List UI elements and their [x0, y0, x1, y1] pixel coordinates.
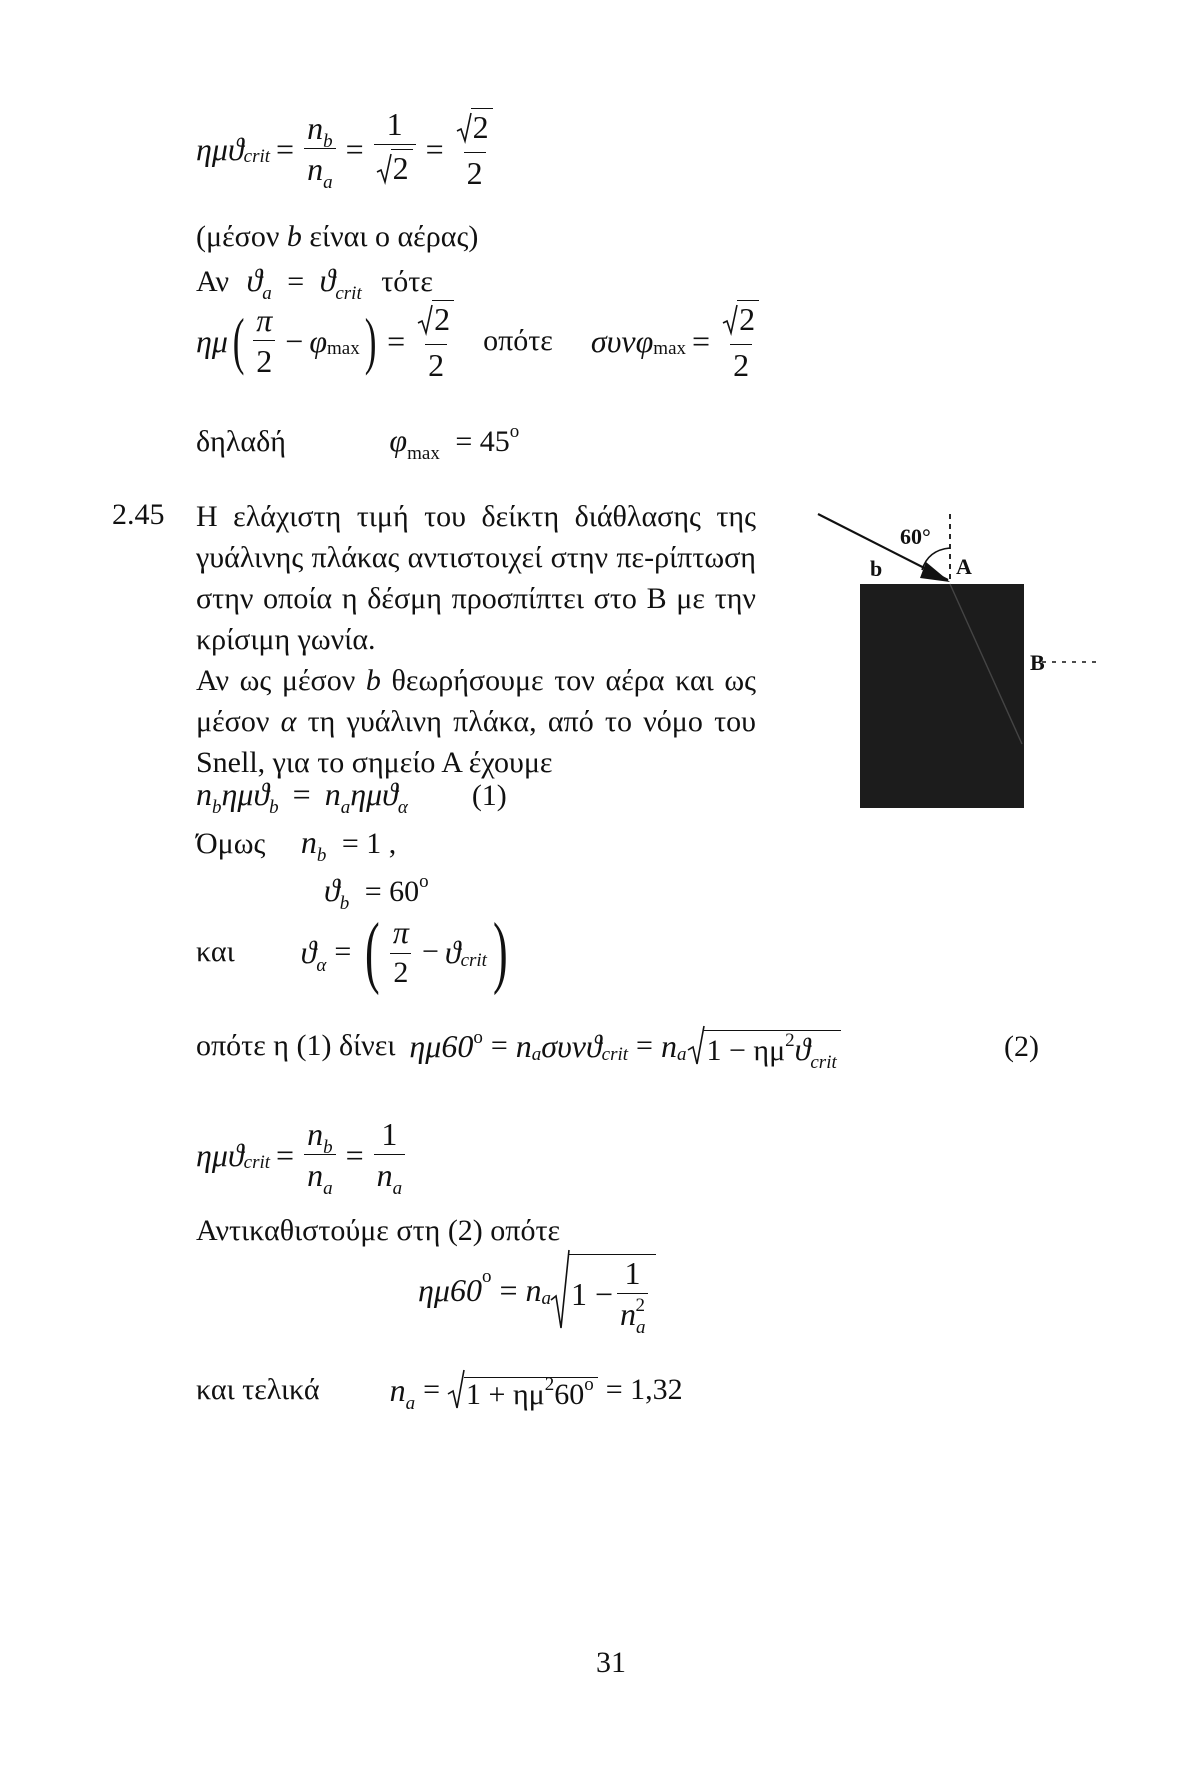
ray-label-b: b — [870, 556, 883, 581]
condition-line: Αν $ϑ_a = ϑ_{crit}$ τότε — [196, 262, 433, 304]
phi-max-equation: ημ ( $\frac{\pi}{2}$ − φ max ) = $\frac{2}{2}$ οπότε συνφ max = $\frac{2}{2}$ — [196, 300, 766, 381]
eq-sub: crit — [243, 146, 271, 167]
problem-number: 2.45 — [112, 498, 165, 531]
fraction-sqrt2-over-2: $\frac{2}{2}$ — [454, 108, 496, 189]
theta-b-line: $ϑ_b = 60^o$ — [324, 871, 429, 914]
critical-angle-equation: ημϑ crit = $\frac{n_b}{n_a}$ = $\frac{1}{2}$ = $\frac{2}{2}$ — [196, 108, 500, 189]
eq-lhs: ημϑ — [196, 130, 244, 167]
glass-plate — [860, 584, 1024, 808]
page-number: 31 — [596, 1646, 626, 1679]
angle-label: 60° — [900, 524, 931, 549]
equation-tag-2: (2) — [1004, 1030, 1039, 1063]
equals-sign: = — [276, 130, 295, 167]
point-a-label: A — [956, 554, 972, 579]
problem-paragraph-1: Η ελάχιστη τιμή του δείκτη διάθλασης της γυάλινης πλάκας αντιστοιχεί στην πε-ρίπτωση στην οποία η δέσμη προσπίπτει στο Β με την κρίσιμη γωνία. — [196, 500, 756, 656]
theta-alpha-line: και $ϑ_\alpha$ = ( $\frac{\pi}{2}$ − ϑ crit ) — [196, 908, 508, 996]
point-b-label: B — [1030, 650, 1045, 675]
phi-max-result: δηλαδή $\varphi_{max} = 45^o$ — [196, 421, 520, 464]
fraction-nb-na: $\frac{n_b}{n_a}$ — [304, 112, 336, 185]
final-result: και τελικά $n_a$ = $1 + \eta\mu^260^o$ = 1,32 — [196, 1371, 683, 1414]
glass-plate-figure — [800, 504, 1100, 816]
fraction-one-over-sqrt2: $\frac{1}{2}$ — [374, 108, 416, 189]
however-line: Όμως $n_b = 1$ , — [196, 824, 397, 866]
substitute-line: Αντικαθιστούμε στη (2) οπότε — [196, 1214, 561, 1247]
problem-paragraph-2: Αν ως μέσον b θεωρήσουμε τον αέρα και ως μέσον α τη γυάλινη πλάκα, από το νόμο του Snell, για το σημείο Α έχουμε — [196, 664, 756, 779]
snell-equation: $n_b\eta\mu ϑ_b = n_a\eta\mu ϑ_\alpha$ (1) — [196, 776, 507, 818]
medium-note: (μέσον b είναι ο αέρας) — [196, 220, 479, 253]
derived-equation-2: οπότε η (1) δίνει ημ60$^o$ = n a συνϑ crit = n a $1 - \eta\mu^2ϑ_{crit}$ — [196, 1026, 841, 1066]
substituted-equation: ημ60 o = n a 1 − $\frac{1}{n_a^2}$ — [418, 1250, 656, 1330]
critical-angle-equation-2: ημϑ crit = $\frac{n_b}{n_a}$ = $\frac{1}{n_a}$ — [196, 1118, 409, 1191]
